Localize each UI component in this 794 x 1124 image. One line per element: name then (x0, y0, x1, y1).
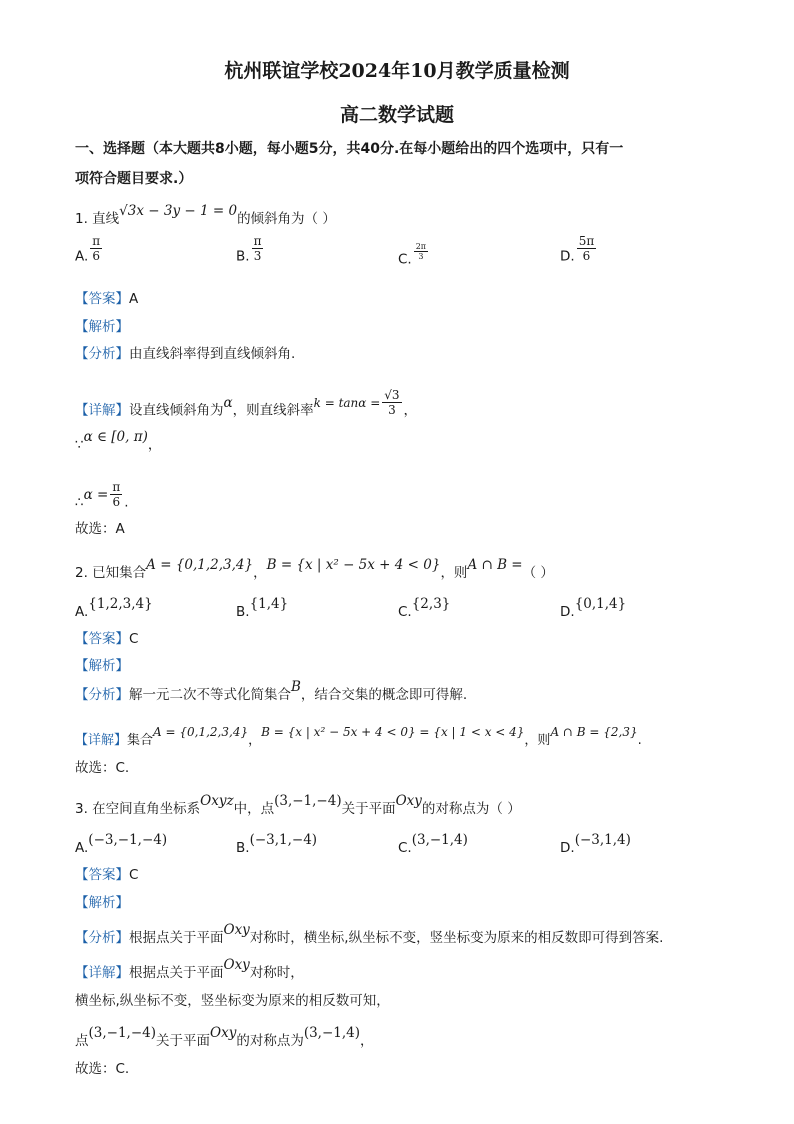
q2-fenxi: 【分析】解一元二次不等式化简集合B，结合交集的概念即可得解. (75, 679, 468, 703)
q1-option-b[interactable]: B. $\frac{\pi}{3}$ (236, 234, 262, 265)
q3-fenxi: 【分析】根据点关于平面Oxy对称时，横坐标,纵坐标不变，竖坐标变为原来的相反数即可得到答案. (75, 922, 664, 946)
q2-option-a[interactable]: A.{1,2,3,4} (75, 596, 153, 620)
question-1-stem: 1. 直线√3x − 3y − 1 = 0的倾斜角为（ ） (75, 203, 336, 227)
q1-answer: 【答案】A (75, 291, 139, 307)
q1-result: ∴α = $\frac{\pi}{6}$ . (75, 480, 129, 511)
question-2-stem: 2. 已知集合A = {0,1,2,3,4}，B = {x | x² − 5x + 4 < 0}，则A ∩ B =（ ） (75, 557, 554, 581)
q1-range: ∵α ∈ [0, π)， (75, 429, 162, 453)
q3-detail-line2: 横坐标,纵坐标不变，竖坐标变为原来的相反数可知， (75, 993, 390, 1009)
exam-title: 杭州联谊学校2024年10月教学质量检测 (224, 60, 570, 82)
q2-option-b[interactable]: B.{1,4} (236, 596, 289, 620)
q2-analysis-tag: 【解析】 (75, 658, 129, 674)
q1-option-a[interactable]: A. $\frac{\pi}{6}$ (75, 234, 101, 265)
q3-answer: 【答案】C (75, 867, 139, 883)
q3-option-c[interactable]: C.(3,−1,4) (398, 832, 468, 856)
q1-equation: √3x − 3y − 1 = 0 (119, 203, 238, 219)
q3-option-a[interactable]: A.(−3,−1,−4) (75, 832, 168, 856)
q1-choice: 故选：A (75, 521, 125, 537)
q2-option-c[interactable]: C.{2,3} (398, 596, 451, 620)
q1-fenxi: 【分析】由直线斜率得到直线倾斜角. (75, 346, 296, 362)
exam-subtitle: 高二数学试题 (339, 104, 454, 126)
q2-detail: 【详解】集合A = {0,1,2,3,4}，B = {x | x² − 5x + 4 < 0} = {x | 1 < x < 4}，则A ∩ B = {2,3}. (75, 725, 642, 748)
section-heading: 一、选择题（本大题共8小题，每小题5分，共40分.在每小题给出的四个选项中，只有一 (75, 141, 624, 157)
q1-option-d[interactable]: D. $\frac{5\pi}{6}$ (560, 234, 595, 265)
q2-answer: 【答案】C (75, 631, 139, 647)
q1-analysis-tag: 【解析】 (75, 319, 129, 335)
q3-detail: 【详解】根据点关于平面Oxy对称时， (75, 957, 304, 981)
section-heading-cont: 项符合题目要求.） (75, 171, 193, 187)
question-3-stem: 3. 在空间直角坐标系Oxyz中，点(3,−1,−4)关于平面Oxy的对称点为（ ） (75, 793, 521, 817)
q3-option-b[interactable]: B.(−3,1,−4) (236, 832, 318, 856)
q3-choice: 故选：C. (75, 1061, 130, 1077)
q3-option-d[interactable]: D.(−3,1,4) (560, 832, 631, 856)
q3-detail-line3: 点(3,−1,−4)关于平面Oxy的对称点为(3,−1,4)， (75, 1025, 374, 1049)
q2-option-d[interactable]: D.{0,1,4} (560, 596, 627, 620)
q1-option-c[interactable]: C. $\frac{2\pi}{3}$ (398, 242, 427, 268)
q3-analysis-tag: 【解析】 (75, 895, 129, 911)
q1-detail: 【详解】设直线倾斜角为α，则直线斜率k = tanα = $\frac{√3}{3}$ ， (75, 388, 418, 419)
q2-choice: 故选：C. (75, 760, 130, 776)
